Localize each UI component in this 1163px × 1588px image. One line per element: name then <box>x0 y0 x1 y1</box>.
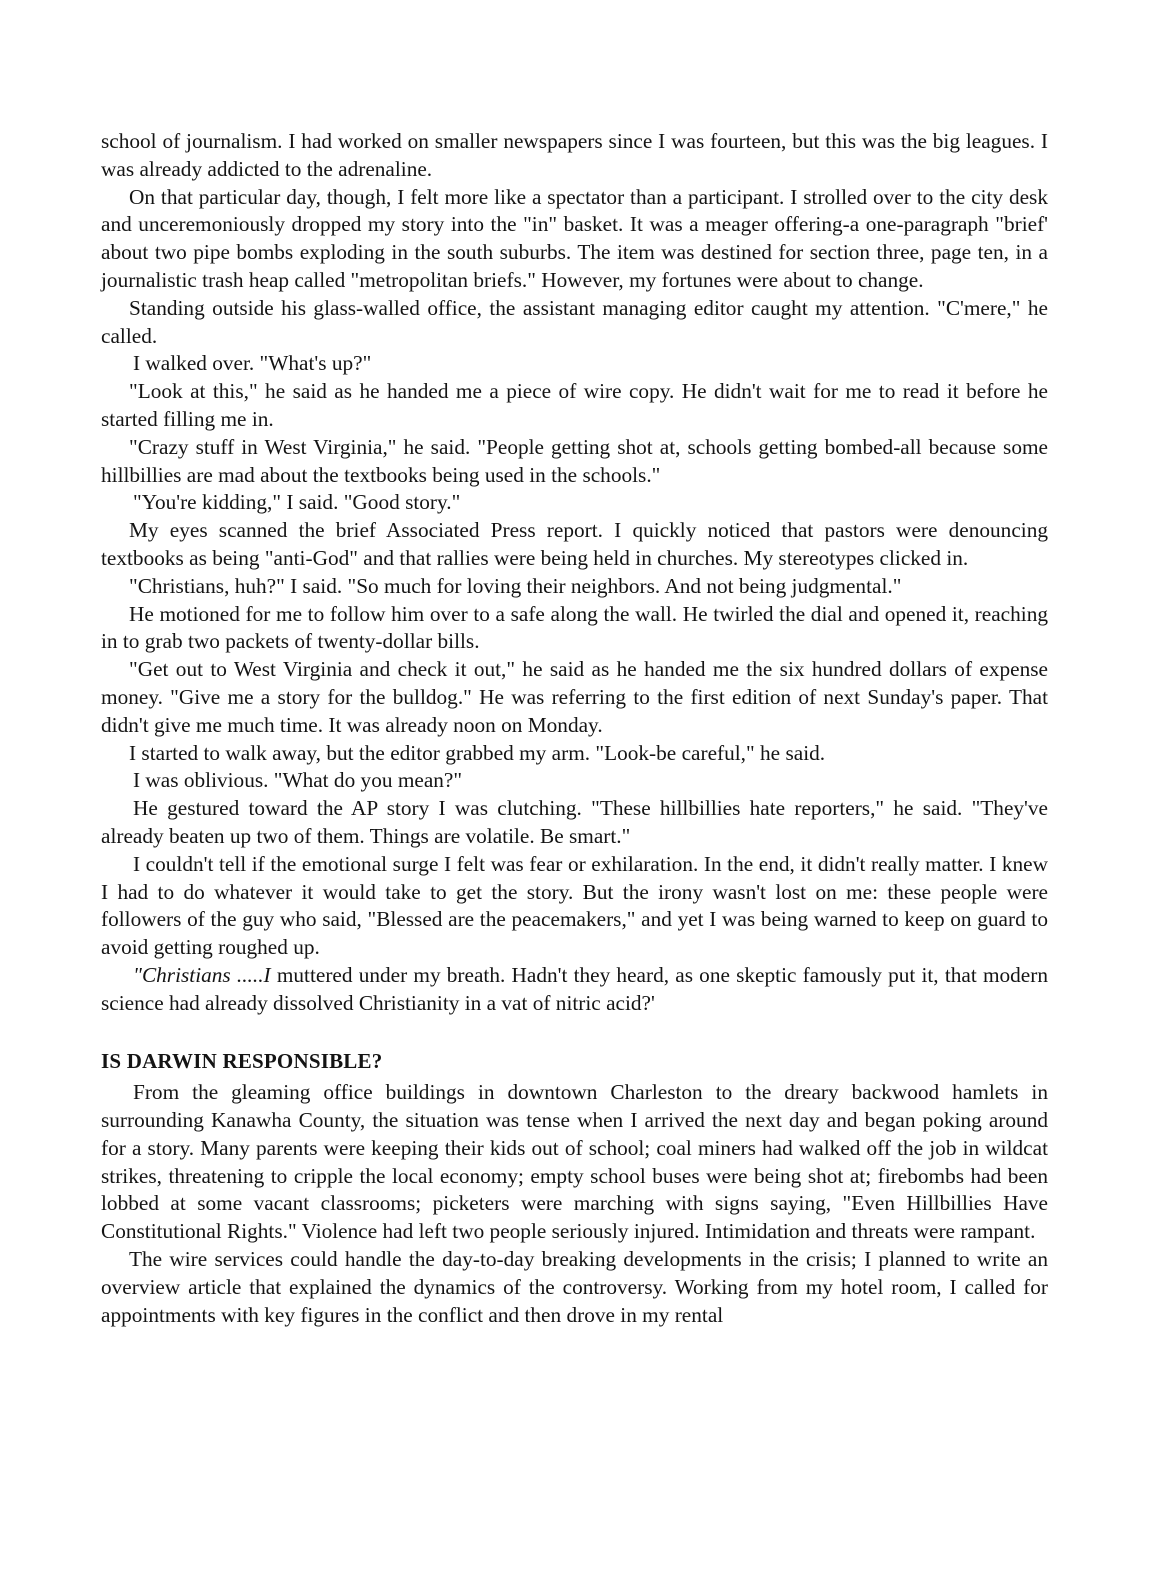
paragraph-rest: muttered under my breath. Hadn't they heard, as one skeptic famously put it, that modern science had already dissolved Christianity in a vat of nitric acid?' <box>101 962 1049 1015</box>
paragraph: He motioned for me to follow him over to a safe along the wall. He twirled the dial and opened it, reaching in to grab two packets of twenty-dollar bills. <box>101 601 1048 654</box>
paragraph: On that particular day, though, I felt more like a spectator than a participant. I strolled over to the city desk and unceremoniously dropped my story into the "in" basket. It was a meager offering-a one-paragraph "brief' about two pipe bombs exploding in the south suburbs. The item was destined for section three, page ten, in a journalistic trash heap called "metropolitan briefs." However, my fortunes were about to change. <box>101 184 1048 292</box>
paragraph: school of journalism. I had worked on smaller newspapers since I was fourteen, but this was the big leagues. I was already addicted to the adrenaline. <box>101 129 1048 181</box>
paragraph: "Crazy stuff in West Virginia," he said. "People getting shot at, schools getting bombed-all because some hillbillies are mad about the textbooks being used in the schools." <box>101 434 1048 487</box>
paragraph: I was oblivious. "What do you mean?" <box>133 768 463 793</box>
paragraph: The wire services could handle the day-to-day breaking developments in the crisis; I planned to write an overview article that explained the dynamics of the controversy. Working from my hotel room, I called for appointments with key figures in the conflict and then drove in my rental <box>101 1247 1048 1327</box>
paragraph: I couldn't tell if the emotional surge I felt was fear or exhilaration. In the end, it didn't really matter. I knew I had to do whatever it would take to get the story. But the irony wasn't lost on me: these people were followers of the guy who said, "Blessed are the peacemakers," and yet I was being warned to keep on guard to avoid getting roughed up. <box>101 851 1048 960</box>
paragraph: "Get out to West Virginia and check it out," he said as he handed me the six hundred dollars of expense money. "Give me a story for the bulldog." He was referring to the first edition of next Sunday's paper. That didn't give me much time. It was already noon on Monday. <box>101 657 1048 737</box>
paragraph: Standing outside his glass-walled office, the assistant managing editor caught my attention. "C'mere," he called. <box>101 295 1048 348</box>
paragraph-italic-lead <box>101 962 1048 1018</box>
paragraph: "Look at this," he said as he handed me a piece of wire copy. He didn't wait for me to read it before he started filling me in. <box>101 379 1048 431</box>
paragraph: I walked over. "What's up?" <box>133 351 372 376</box>
paragraph: "You're kidding," I said. "Good story." <box>133 490 461 515</box>
book-page <box>101 128 1048 1329</box>
section-heading: IS DARWIN RESPONSIBLE? <box>101 1048 383 1073</box>
paragraph: "Christians, huh?" I said. "So much for loving their neighbors. And not being judgmental." <box>129 573 902 598</box>
paragraph: He gestured toward the AP story I was clutching. "These hillbillies hate reporters," he said. "They've already beaten up two of them. Things are volatile. Be smart." <box>101 796 1048 848</box>
paragraph: My eyes scanned the brief Associated Press report. I quickly noticed that pastors were denouncing textbooks as being "anti-God" and that rallies were being held in churches. My stereotypes clicked in. <box>101 518 1048 570</box>
paragraph: From the gleaming office buildings in downtown Charleston to the dreary backwood hamlets in surrounding Kanawha County, the situation was tense when I arrived the next day and began poking around for a story. Many parents were keeping their kids out of school; coal miners had walked off the job in wildcat strikes, threatening to cripple the local economy; empty school buses were being shot at; firebombs had been lobbed at some vacant classrooms; picketers were marching with signs saying, "Even Hillbillies Have Constitutional Rights." Violence had left two people seriously injured. Intimidation and threats were rampant. <box>101 1080 1048 1244</box>
italic-text: "Christians .....I <box>133 962 271 987</box>
paragraph: I started to walk away, but the editor grabbed my arm. "Look-be careful," he said. <box>129 740 826 765</box>
